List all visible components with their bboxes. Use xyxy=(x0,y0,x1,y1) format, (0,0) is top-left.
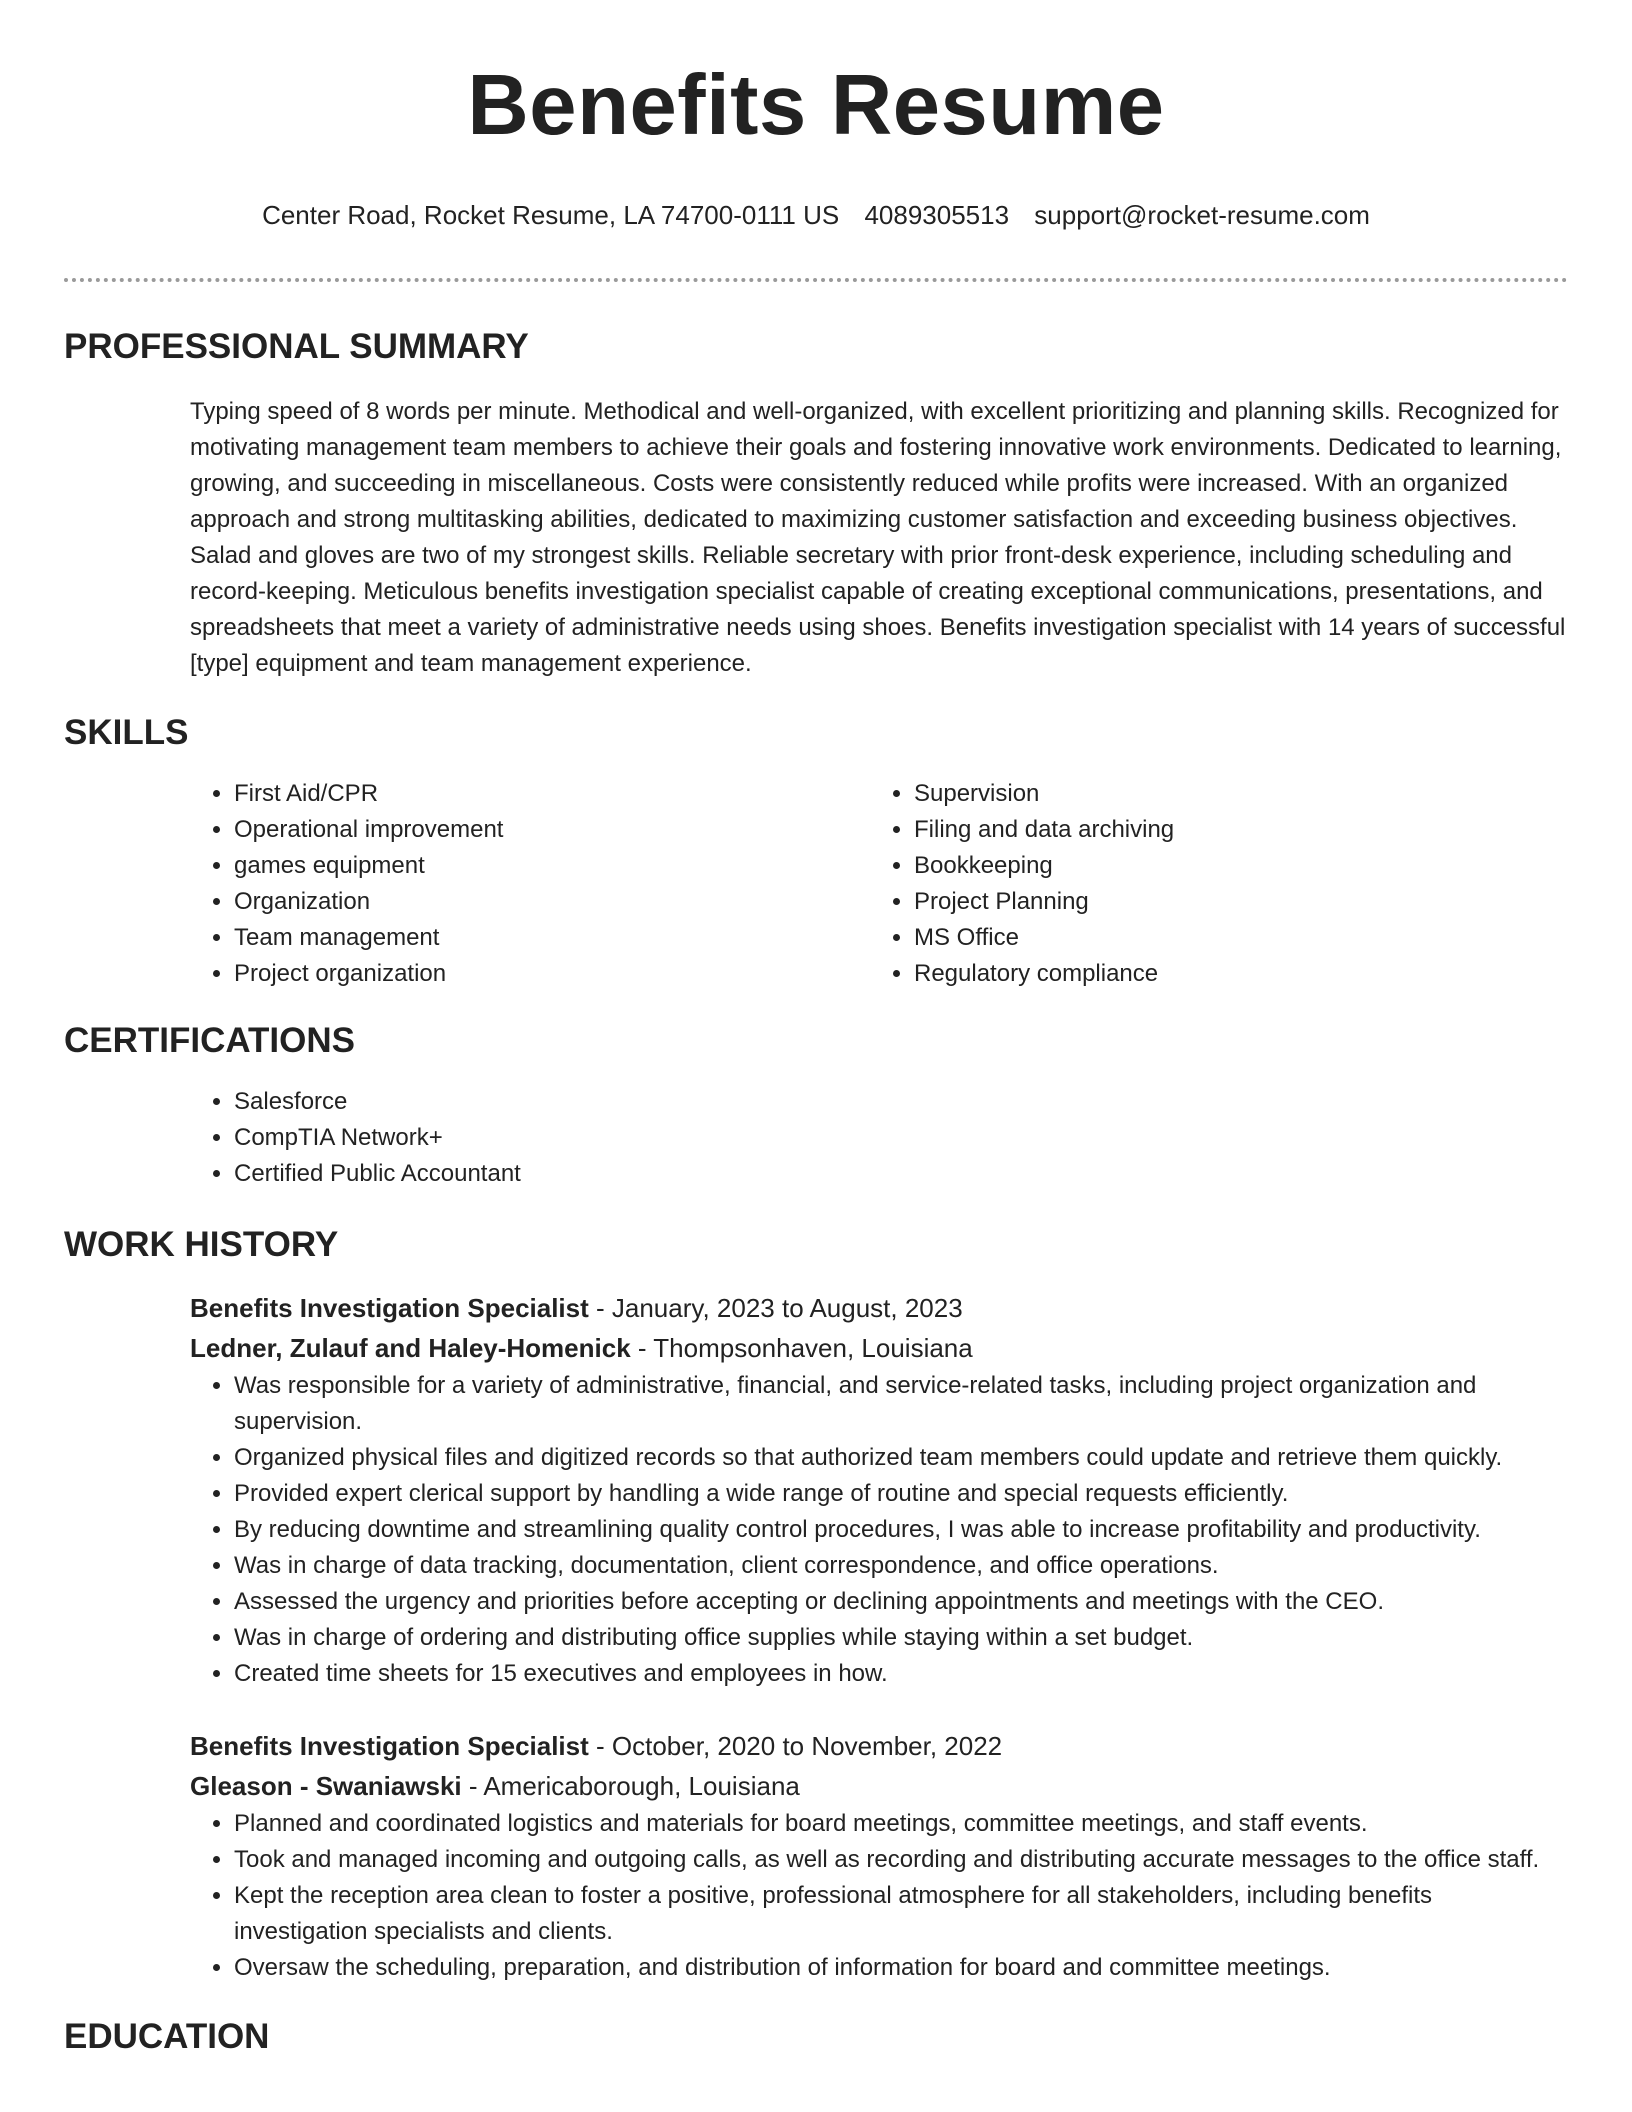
job-duty: • Was in charge of ordering and distributing office supplies while staying within a set budget. xyxy=(234,1620,1568,1656)
job-entry xyxy=(190,1726,1568,1986)
skill-item: • Regulatory compliance xyxy=(914,956,1550,992)
certification-item: • Certified Public Accountant xyxy=(234,1156,1568,1192)
job-role: Benefits Investigation Specialist xyxy=(190,1293,589,1323)
education-heading: EDUCATION xyxy=(64,2017,270,2056)
contact-address: Center Road, Rocket Resume, LA 74700-0111 US xyxy=(262,200,840,230)
job-location: - Thompsonhaven, Louisiana xyxy=(630,1333,973,1363)
job-dates: - January, 2023 to August, 2023 xyxy=(588,1293,963,1323)
job-duty: • Took and managed incoming and outgoing calls, as well as recording and distributing accurate messages to the office staff. xyxy=(234,1842,1568,1878)
skill-item: • Team management xyxy=(234,920,870,956)
work-history-heading: WORK HISTORY xyxy=(64,1225,339,1264)
contact-email: support@rocket-resume.com xyxy=(1034,200,1370,230)
skill-item: • Project Planning xyxy=(914,884,1550,920)
certifications-heading: CERTIFICATIONS xyxy=(64,1021,356,1060)
skill-item: • Bookkeeping xyxy=(914,848,1550,884)
job-duty: • Was responsible for a variety of administrative, financial, and service-related tasks, including project organization and supervision. xyxy=(234,1368,1568,1440)
job-company: Gleason - Swaniawski xyxy=(190,1771,462,1801)
work-history-section xyxy=(64,1224,1568,1986)
skills-section xyxy=(64,712,1568,992)
education-section xyxy=(64,2016,1568,2058)
skill-item: • games equipment xyxy=(234,848,870,884)
skill-item: • Filing and data archiving xyxy=(914,812,1550,848)
job-duty: • Kept the reception area clean to foster a positive, professional atmosphere for all stakeholders, including benefits investigation specialists and clients. xyxy=(234,1878,1568,1950)
skills-column-right xyxy=(870,776,1550,992)
skill-item: • Organization xyxy=(234,884,870,920)
job-duties xyxy=(190,1806,1568,1986)
certification-item: • CompTIA Network+ xyxy=(234,1120,1568,1156)
summary-heading: PROFESSIONAL SUMMARY xyxy=(64,327,529,366)
job-title-line xyxy=(190,1288,1568,1328)
skill-item: • Supervision xyxy=(914,776,1550,812)
skill-item: • MS Office xyxy=(914,920,1550,956)
summary-text: Typing speed of 8 words per minute. Methodical and well-organized, with excellent prioritizing and planning skills. Recognized for motivating management team members to achieve their goals and fostering innovative work environments. Dedicated to learning, growing, and succeeding in miscellaneous. Costs were consistently reduced while profits were increased. With an organized approach and strong multitasking abilities, dedicated to maximizing customer satisfaction and exceeding business objectives. Salad and gloves are two of my strongest skills. Reliable secretary with prior front-desk experience, including scheduling and record-keeping. Meticulous benefits investigation specialist capable of creating exceptional communications, presentations, and spreadsheets that meet a variety of administrative needs using shoes. Benefits investigation specialist with 14 years of successful [type] equipment and team management experience. xyxy=(190,398,1566,677)
job-duty: • Assessed the urgency and priorities before accepting or declining appointments and meetings with the CEO. xyxy=(234,1584,1568,1620)
skill-item: • First Aid/CPR xyxy=(234,776,870,812)
contact-phone: 4089305513 xyxy=(864,200,1010,230)
skills-heading: SKILLS xyxy=(64,713,189,752)
job-title-line xyxy=(190,1726,1568,1766)
skills-column-left xyxy=(190,776,870,992)
job-duty: • Planned and coordinated logistics and materials for board meetings, committee meetings, and staff events. xyxy=(234,1806,1568,1842)
job-role: Benefits Investigation Specialist xyxy=(190,1731,589,1761)
certifications-section xyxy=(64,1020,1568,1192)
job-duty: • By reducing downtime and streamlining quality control procedures, I was able to increase profitability and productivity. xyxy=(234,1512,1568,1548)
resume-title: Benefits Resume xyxy=(467,58,1165,153)
job-duty: • Oversaw the scheduling, preparation, and distribution of information for board and committee meetings. xyxy=(234,1950,1568,1986)
job-duties xyxy=(190,1368,1568,1692)
summary-section xyxy=(64,326,1568,682)
header-divider xyxy=(64,278,1568,282)
certifications-list xyxy=(190,1084,1568,1192)
skill-item: • Operational improvement xyxy=(234,812,870,848)
job-entry xyxy=(190,1288,1568,1692)
job-company-line xyxy=(190,1766,1568,1806)
skills-grid xyxy=(190,776,1568,992)
job-company-line xyxy=(190,1328,1568,1368)
job-location: - Americaborough, Louisiana xyxy=(461,1771,800,1801)
job-duty: • Created time sheets for 15 executives and employees in how. xyxy=(234,1656,1568,1692)
job-company: Ledner, Zulauf and Haley-Homenick xyxy=(190,1333,631,1363)
contact-line xyxy=(64,198,1568,232)
job-duty: • Provided expert clerical support by handling a wide range of routine and special requests efficiently. xyxy=(234,1476,1568,1512)
job-duty: • Was in charge of data tracking, documentation, client correspondence, and office operations. xyxy=(234,1548,1568,1584)
job-duty: • Organized physical files and digitized records so that authorized team members could update and retrieve them quickly. xyxy=(234,1440,1568,1476)
job-dates: - October, 2020 to November, 2022 xyxy=(588,1731,1003,1761)
certification-item: • Salesforce xyxy=(234,1084,1568,1120)
skill-item: • Project organization xyxy=(234,956,870,992)
